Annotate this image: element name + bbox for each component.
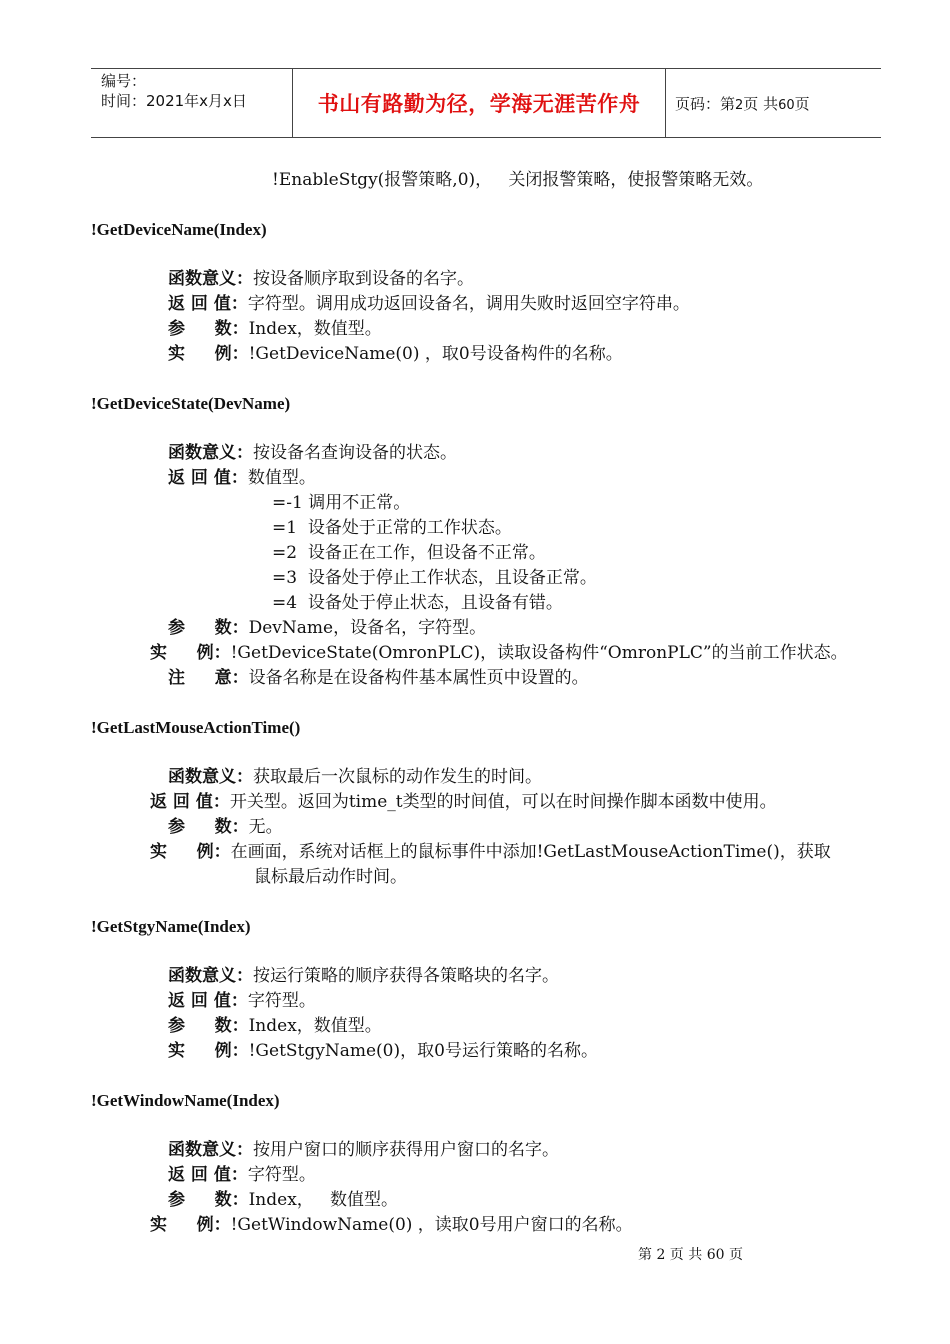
- field-label: 函数意义：: [168, 443, 253, 463]
- return-code-line: =1 设备处于正常的工作状态。: [272, 518, 512, 538]
- doc-line: [168, 964, 559, 989]
- field-label: 实 例：: [168, 344, 249, 364]
- field-value: Index，数值型。: [248, 1016, 382, 1036]
- return-code-line: =4 设备处于停止状态，且设备有错。: [272, 593, 563, 613]
- field-value: 按设备顺序取到设备的名字。: [253, 269, 474, 289]
- doc-line: [150, 641, 848, 666]
- field-value: 在画面，系统对话框上的鼠标事件中添加!GetLastMouseActionTime()，获取: [230, 842, 831, 862]
- field-value: 字符型。: [247, 991, 316, 1011]
- page-prefix: 页码：第: [675, 95, 736, 113]
- doc-line: [150, 790, 777, 815]
- field-label: 参 数：: [168, 319, 249, 339]
- function-title: !GetWindowName(Index): [91, 1091, 280, 1110]
- field-value: !GetStgyName(0)，取0号运行策略的名称。: [248, 1041, 598, 1061]
- field-label: 参 数：: [168, 1016, 249, 1036]
- doc-line: [168, 1138, 559, 1163]
- doc-line: [150, 1213, 633, 1238]
- continuation-line: 鼠标最后动作时间。: [254, 867, 407, 887]
- doc-line: [168, 342, 623, 367]
- field-label: 返 回 值：: [168, 991, 248, 1011]
- page-number: 2: [735, 98, 744, 113]
- doc-line: [150, 840, 831, 865]
- page-footer: 第 2 页 共 60 页: [638, 1247, 743, 1263]
- field-label: 参 数：: [168, 618, 249, 638]
- field-label: 实 例：: [150, 1215, 231, 1235]
- page-header: [91, 68, 881, 138]
- doc-line: [168, 765, 542, 790]
- field-value: 设备名称是在设备构件基本属性页中设置的。: [248, 668, 589, 688]
- doc-line: [168, 292, 690, 317]
- header-meta: [101, 71, 247, 111]
- doc-line: [168, 1188, 398, 1213]
- field-value: Index，数值型。: [248, 319, 382, 339]
- function-title: !GetLastMouseActionTime(): [91, 718, 301, 737]
- field-value: 按设备名查询设备的状态。: [253, 443, 457, 463]
- function-title: !GetDeviceState(DevName): [91, 394, 291, 413]
- field-label: 返 回 值：: [168, 294, 248, 314]
- field-label: 注 意：: [168, 668, 249, 688]
- field-label: 返 回 值：: [168, 1165, 248, 1185]
- field-label: 函数意义：: [168, 1140, 253, 1160]
- field-value: 字符型。: [247, 1165, 316, 1185]
- doc-line: [168, 1014, 382, 1039]
- field-value: 字符型。调用成功返回设备名，调用失败时返回空字符串。: [247, 294, 690, 314]
- field-value: 无。: [248, 817, 283, 837]
- field-value: 按用户窗口的顺序获得用户窗口的名字。: [253, 1140, 559, 1160]
- doc-line: [168, 317, 382, 342]
- doc-line: [168, 441, 457, 466]
- doc-line: [168, 666, 589, 691]
- page-total: 60: [778, 98, 795, 113]
- field-label: 参 数：: [168, 817, 249, 837]
- doc-line: [168, 1163, 316, 1188]
- field-value: 开关型。返回为time_t类型的时间值，可以在时间操作脚本函数中使用。: [229, 792, 777, 812]
- number-label: 编号：: [101, 72, 147, 90]
- field-label: 实 例：: [150, 643, 231, 663]
- header-divider: [665, 69, 666, 137]
- field-value: !GetWindowName(0) ，读取0号用户窗口的名称。: [230, 1215, 633, 1235]
- doc-line: [168, 616, 486, 641]
- field-value: Index， 数值型。: [248, 1190, 398, 1210]
- doc-line: [168, 989, 316, 1014]
- field-label: 返 回 值：: [150, 792, 230, 812]
- function-title: !GetDeviceName(Index): [91, 220, 267, 239]
- field-value: !GetDeviceState(OmronPLC)，读取设备构件“OmronPLC”的当前工作状态。: [230, 643, 848, 663]
- header-page-info: [675, 69, 810, 137]
- return-code-line: =2 设备正在工作，但设备不正常。: [272, 543, 546, 563]
- field-value: DevName，设备名，字符型。: [248, 618, 487, 638]
- doc-line: [168, 466, 316, 491]
- field-value: 按运行策略的顺序获得各策略块的名字。: [253, 966, 559, 986]
- function-title: !GetStgyName(Index): [91, 917, 251, 936]
- return-code-line: =-1 调用不正常。: [272, 493, 411, 513]
- field-label: 实 例：: [150, 842, 231, 862]
- field-label: 函数意义：: [168, 269, 253, 289]
- field-value: 获取最后一次鼠标的动作发生的时间。: [253, 767, 542, 787]
- field-label: 参 数：: [168, 1190, 249, 1210]
- field-value: 数值型。: [247, 468, 316, 488]
- page-mid: 页 共: [743, 95, 779, 113]
- doc-line: [168, 1039, 598, 1064]
- field-label: 实 例：: [168, 1041, 249, 1061]
- doc-line: [168, 815, 283, 840]
- field-label: 函数意义：: [168, 767, 253, 787]
- field-label: 函数意义：: [168, 966, 253, 986]
- page-suffix: 页: [794, 95, 810, 113]
- field-label: 返 回 值：: [168, 468, 248, 488]
- header-motto: 书山有路勤为径，学海无涯苦作舟: [317, 92, 641, 116]
- intro-line: !EnableStgy(报警策略,0)， 关闭报警策略，使报警策略无效。: [272, 170, 764, 190]
- doc-line: [168, 267, 474, 292]
- time-label: 时间：2021年x月x日: [101, 92, 247, 110]
- field-value: !GetDeviceName(0) ，取0号设备构件的名称。: [248, 344, 623, 364]
- return-code-line: =3 设备处于停止工作状态，且设备正常。: [272, 568, 597, 588]
